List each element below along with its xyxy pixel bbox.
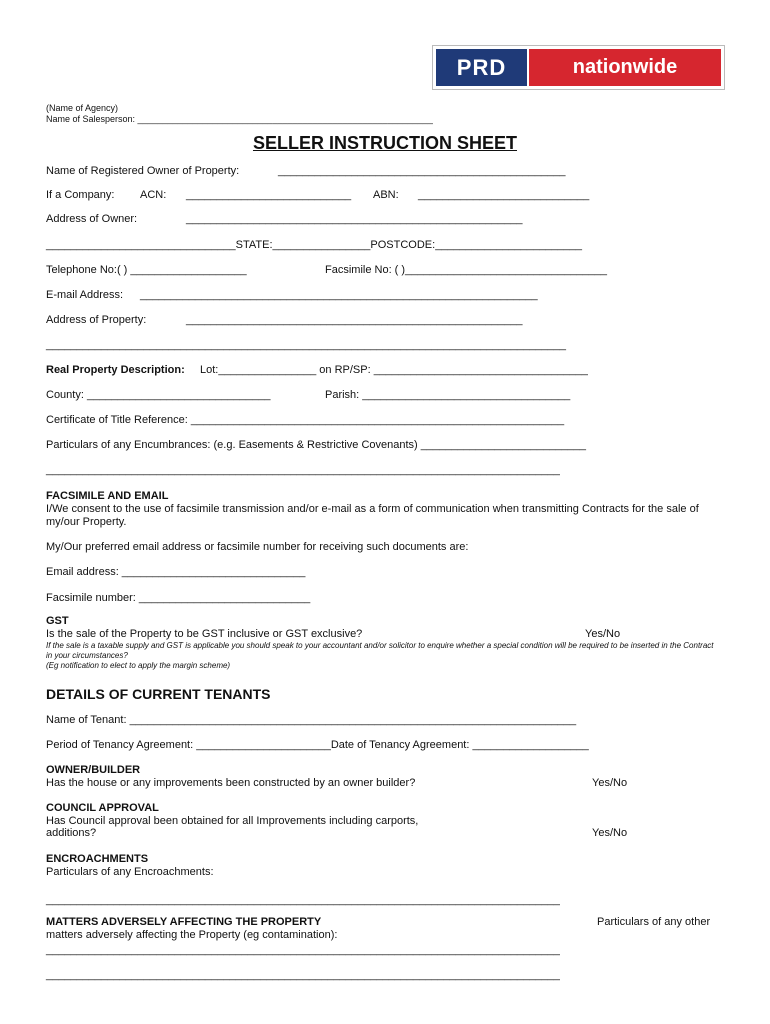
encumbrances-field[interactable]: Particulars of any Encumbrances: (e.g. Easements & Restrictive Covenants) ___________________________ xyxy=(46,439,586,451)
encroachments-field[interactable]: ____________________________________________________________________________________ xyxy=(46,894,560,906)
matters-field-1[interactable]: ____________________________________________________________________________________ xyxy=(46,944,560,956)
agency-label: (Name of Agency) xyxy=(46,103,119,113)
certificate-field[interactable]: Certificate of Title Reference: _____________________________________________________________ xyxy=(46,414,565,426)
company-label: If a Company: xyxy=(46,189,115,201)
matters-text: matters adversely affecting the Property (eg contamination): xyxy=(46,929,338,941)
gst-note-margin: (Eg notification to elect to apply the margin scheme) xyxy=(46,661,231,670)
abn-label: ABN: xyxy=(373,189,399,201)
address-owner-field[interactable]: _______________________________________________________ xyxy=(186,213,523,225)
gst-answer[interactable]: Yes/No xyxy=(585,628,621,640)
encroachments-heading: ENCROACHMENTS xyxy=(46,853,149,865)
owner-builder-heading: OWNER/BUILDER xyxy=(46,764,141,776)
preferred-fax-field[interactable]: Facsimile number: ____________________________ xyxy=(46,592,311,604)
abn-field[interactable]: ____________________________ xyxy=(418,189,590,201)
owner-field[interactable]: _______________________________________________ xyxy=(278,165,566,177)
gst-question: Is the sale of the Property to be GST inclusive or GST exclusive? xyxy=(46,628,363,640)
prd-nationwide-logo xyxy=(432,45,725,90)
owner-label: Name of Registered Owner of Property: xyxy=(46,165,240,177)
real-property-field[interactable]: Lot:________________ on RP/SP: ___________________________________ xyxy=(200,364,588,376)
page-title: SELLER INSTRUCTION SHEET xyxy=(252,133,517,153)
owner-builder-answer[interactable]: Yes/No xyxy=(592,777,628,789)
address-property-line2[interactable]: _____________________________________________________________________________________ xyxy=(46,339,567,351)
matters-heading: MATTERS ADVERSELY AFFECTING THE PROPERTY xyxy=(46,916,322,928)
encumbrances-line2[interactable]: ____________________________________________________________________________________ xyxy=(46,464,560,476)
real-property-label: Real Property Description: xyxy=(46,364,185,376)
preferred-text: My/Our preferred email address or facsimile number for receiving such documents are: xyxy=(46,541,469,553)
matters-field-2[interactable]: ____________________________________________________________________________________ xyxy=(46,969,560,981)
council-answer[interactable]: Yes/No xyxy=(592,827,628,839)
telephone-field[interactable]: Telephone No:( ) ___________________ xyxy=(46,264,247,276)
logo-nationwide: nationwide xyxy=(529,49,721,86)
matters-right-text: Particulars of any other xyxy=(597,916,711,928)
owner-builder-question: Has the house or any improvements been constructed by an owner builder? xyxy=(46,777,416,789)
consent-text: I/We consent to the use of facsimile transmission and/or e-mail as a form of communication when transmitting Contracts for the sale of my/our Property. xyxy=(46,503,699,528)
facsimile-field[interactable]: Facsimile No: ( )_________________________________ xyxy=(325,264,607,276)
tenants-heading: DETAILS OF CURRENT TENANTS xyxy=(46,686,271,702)
encroachments-text: Particulars of any Encroachments: xyxy=(46,866,214,878)
tenant-name-field[interactable]: Name of Tenant: _________________________________________________________________________ xyxy=(46,714,577,726)
council-question: Has Council approval been obtained for all Improvements including carports, xyxy=(46,815,419,827)
gst-heading: GST xyxy=(46,615,69,627)
council-question-2: additions? xyxy=(46,827,97,839)
salesperson-field[interactable]: Name of Salesperson: ___________________________________________________________ xyxy=(46,114,433,124)
preferred-email-field[interactable]: Email address: ______________________________ xyxy=(46,566,306,578)
acn-label: ACN: xyxy=(140,189,167,201)
gst-note: If the sale is a taxable supply and GST is applicable you should speak to your accountant and/or solicitor to enquire whether a special condition will be required to be inserted in the Contract in your circumstances? xyxy=(46,641,714,660)
tenancy-period-field[interactable]: Period of Tenancy Agreement: ______________________Date of Tenancy Agreement: ___________________ xyxy=(46,739,589,751)
county-field[interactable]: County: ______________________________ xyxy=(46,389,271,401)
email-field[interactable]: _________________________________________________________________ xyxy=(140,289,538,301)
facsimile-email-heading: FACSIMILE AND EMAIL xyxy=(46,490,169,502)
logo-prd: PRD xyxy=(436,49,527,86)
email-label: E-mail Address: xyxy=(46,289,124,301)
address-property-label: Address of Property: xyxy=(46,314,147,326)
acn-field[interactable]: ___________________________ xyxy=(186,189,352,201)
council-heading: COUNCIL APPROVAL xyxy=(46,802,159,814)
parish-field[interactable]: Parish: __________________________________ xyxy=(325,389,571,401)
state-postcode-field[interactable]: _______________________________STATE:________________POSTCODE:________________________ xyxy=(46,239,583,251)
address-owner-label: Address of Owner: xyxy=(46,213,138,225)
address-property-field[interactable]: _______________________________________________________ xyxy=(186,314,523,326)
